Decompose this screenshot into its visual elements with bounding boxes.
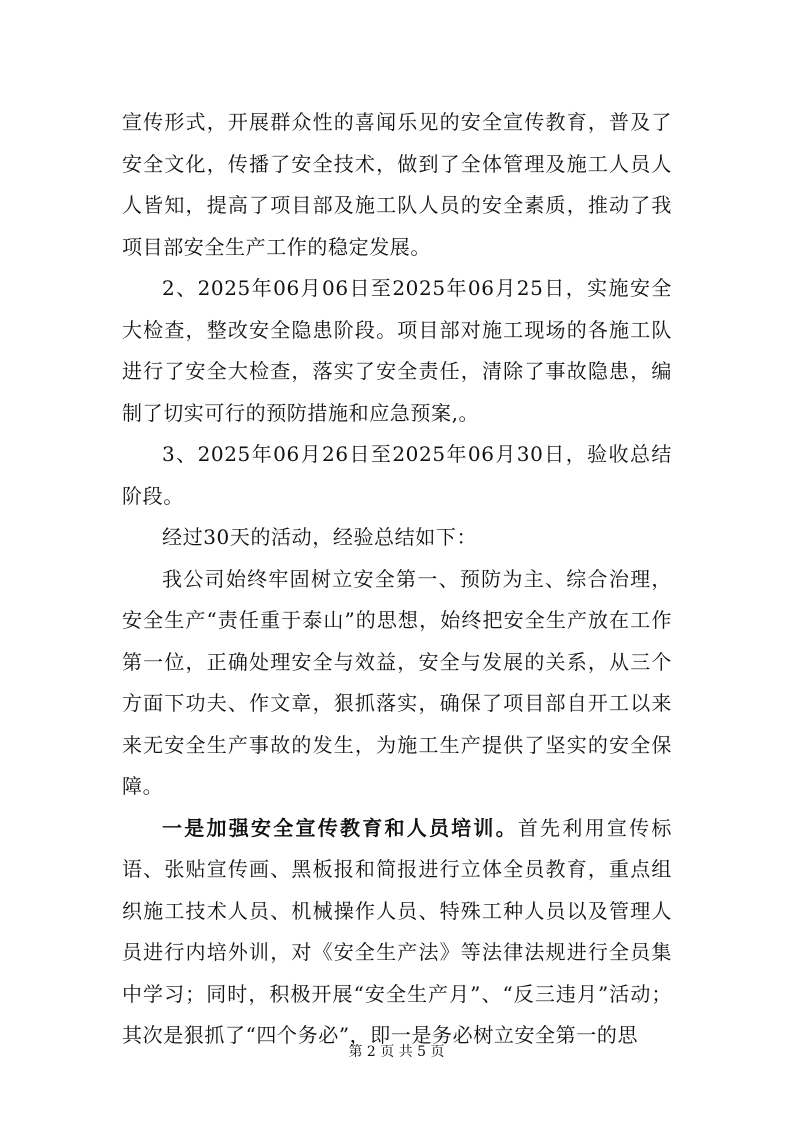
paragraph-inline-heading: 一是加强安全宣传教育和人员培训。: [162, 815, 518, 840]
paragraph-safety-philosophy: 我公司始终牢固树立安全第一、预防为主、综合治理，安全生产“责任重于泰山”的思想，始终把安全生产放在工作第一位，正确处理安全与效益，安全与发展的关系，从三个方面下功夫、作文章，狠抓落实，确保了项目部自开工以来来无安全生产事故的发生，为施工生产提供了坚实的安全保障。: [122, 566, 672, 798]
paragraph-experience-intro: 经过30天的活动，经验总结如下：: [162, 525, 478, 549]
paragraph-continuation: 宣传形式，开展群众性的喜闻乐见的安全宣传教育，普及了安全文化，传播了安全技术，做到了全体管理及施工人员人人皆知，提高了项目部及施工队人员的安全素质，推动了我项目部安全生产工作的稳定发展。: [122, 110, 672, 259]
page-footer: [0, 1043, 793, 1061]
paragraph-training-text: 首先利用宣传标语、张贴宣传画、黑板报和简报进行立体全员教育，重点组织施工技术人员、机械操作人员、特殊工种人员以及管理人员进行内培外训，对《安全生产法》等法律法规进行全员集中学习；同时，积极开展“安全生产月”、“反三违月”活动；其次是狠抓了“四个务必”，即一是务必树立安全第一的思: [122, 815, 672, 1047]
document-body: [122, 102, 672, 1057]
paragraph-training: [122, 808, 672, 1057]
paragraph-inspection-stage: 2、2025年06月06日至2025年06月25日，实施安全大检查，整改安全隐患阶段。项目部对施工现场的各施工队进行了安全大检查，落实了安全责任，清除了事故隐患，编制了切实可行的预防措施和应急预案,。: [122, 276, 672, 425]
paragraph-summary-stage: 3、2025年06月26日至2025年06月30日，验收总结阶段。: [122, 442, 672, 508]
page-number: 第 2 页 共 5 页: [348, 1044, 445, 1060]
